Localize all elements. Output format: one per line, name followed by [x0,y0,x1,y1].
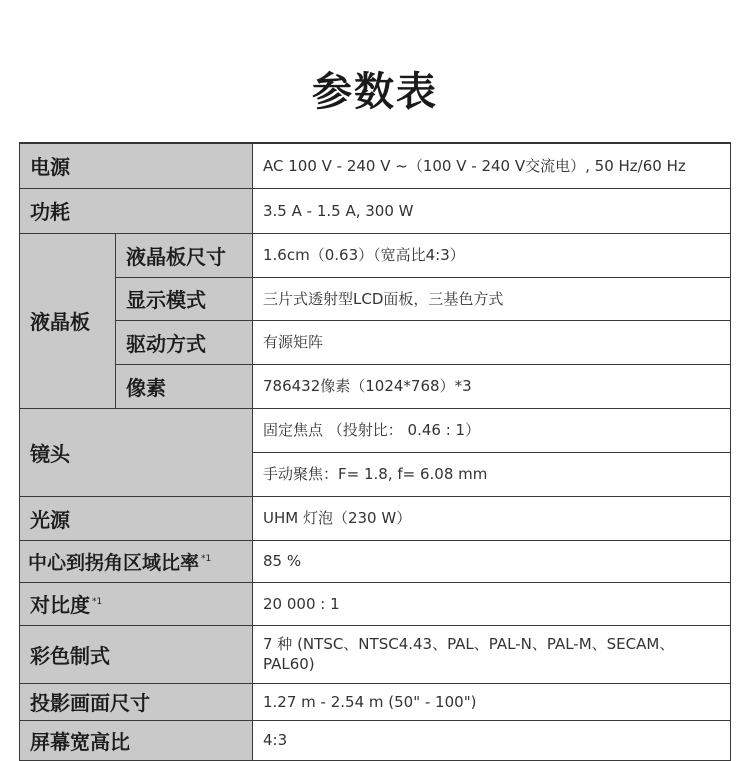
lcd-size-value: 1.6cm（0.63）（宽高比4:3） [253,233,731,277]
display-mode-value: 三片式透射型LCD面板，三基色方式 [253,277,731,320]
table-row-lcd-size [20,233,731,277]
table-row-pixels [20,364,731,408]
footnote-marker: *1 [92,597,103,608]
lens-value-1: 固定焦点 （投射比： 0.46 : 1） [253,408,731,452]
light-source-value: UHM 灯泡（230 W） [253,496,731,540]
table-row-contrast [20,582,731,625]
drive-label: 驱动方式 [116,320,253,364]
table-row-color-system [20,625,731,683]
table-row-lens-1 [20,408,731,452]
table-row-drive [20,320,731,364]
corner-ratio-label-cell [20,540,253,582]
spec-table [19,142,731,761]
table-row-light-source [20,496,731,540]
pixels-label: 像素 [116,364,253,408]
table-row-display-mode [20,277,731,320]
footnote-marker: *1 [201,554,212,565]
screen-size-label: 投影画面尺寸 [20,683,253,720]
table-row-consumption [20,188,731,233]
color-system-label: 彩色制式 [20,625,253,683]
power-value: AC 100 V - 240 V ~（100 V - 240 V交流电）, 50 Hz/60 Hz [253,143,731,188]
corner-ratio-label: 中心到拐角区域比率 [28,551,200,574]
contrast-label-cell [20,582,253,625]
lcd-size-label: 液晶板尺寸 [116,233,253,277]
drive-value: 有源矩阵 [253,320,731,364]
table-row-screen-size [20,683,731,720]
screen-size-value: 1.27 m - 2.54 m (50" - 100") [253,683,731,720]
table-row-corner-ratio [20,540,731,582]
aspect-value: 4:3 [253,720,731,760]
lens-label: 镜头 [20,408,253,496]
color-system-value: 7 种 (NTSC、NTSC4.43、PAL、PAL-N、PAL-M、SECAM、PAL60) [253,625,731,683]
display-mode-label: 显示模式 [116,277,253,320]
pixels-value: 786432像素（1024*768）*3 [253,364,731,408]
table-row-power [20,143,731,188]
light-source-label: 光源 [20,496,253,540]
consumption-value: 3.5 A - 1.5 A, 300 W [253,188,731,233]
lcd-label: 液晶板 [20,233,116,408]
consumption-label: 功耗 [20,188,253,233]
contrast-value: 20 000 : 1 [253,582,731,625]
corner-ratio-value: 85 % [253,540,731,582]
contrast-label: 对比度 [30,593,90,617]
page-title: 参数表 [312,69,438,115]
lens-value-2: 手动聚焦：F= 1.8, f= 6.08 mm [253,452,731,496]
aspect-label: 屏幕宽高比 [20,720,253,760]
power-label: 电源 [20,143,253,188]
table-row-aspect [20,720,731,760]
